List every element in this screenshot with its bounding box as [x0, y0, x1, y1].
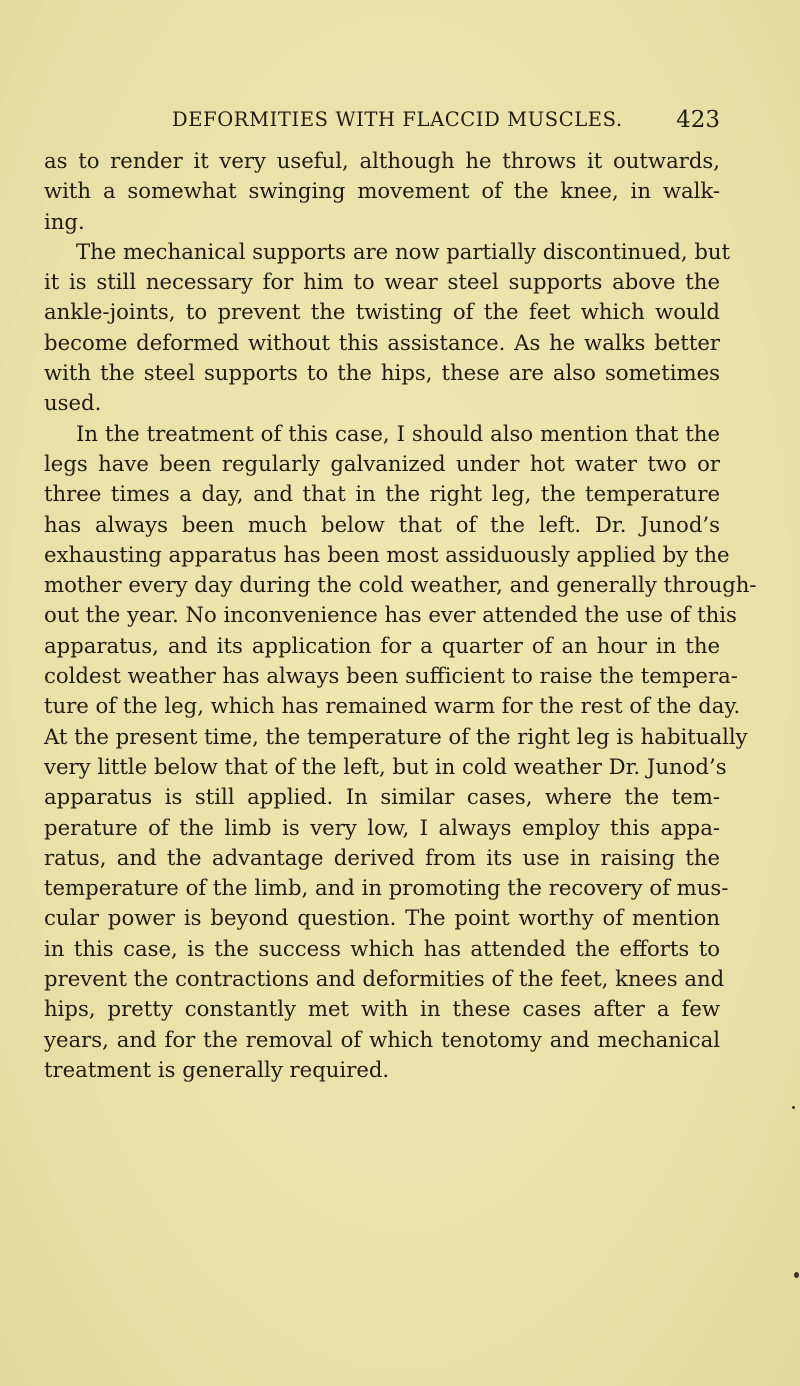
text-line: out the year. No inconvenience has ever attended the use of this: [44, 602, 737, 628]
text-line: In the treatment of this case, I should also mention that the: [76, 420, 720, 446]
text-line: The mechanical supports are now partially discontinued, but: [76, 238, 731, 264]
text-line: ratus, and the advantage derived from its use in raising the: [44, 844, 720, 870]
text-line: mother every day during the cold weather, and generally through-: [44, 572, 757, 598]
text-line: three times a day, and that in the right leg, the temperature: [44, 481, 720, 507]
paper-speck: [792, 1106, 795, 1109]
text-line: used.: [44, 390, 102, 416]
text-line: with the steel supports to the hips, these are also sometimes: [44, 360, 720, 386]
text-line: prevent the contractions and deformities of the feet, knees and: [44, 966, 725, 992]
text-line: has always been much below that of the left. Dr. Junod’s: [44, 511, 720, 537]
text-line: temperature of the limb, and in promoting the recovery of mus-: [44, 875, 729, 901]
text-line: cular power is beyond question. The point worthy of mention: [44, 905, 720, 931]
text-line: perature of the limb is very low, I always employ this appa-: [44, 814, 720, 840]
text-line: legs have been regularly galvanized under hot water two or: [44, 450, 720, 476]
text-line: it is still necessary for him to wear steel supports above the: [44, 269, 720, 295]
text-line: treatment is generally required.: [44, 1056, 390, 1082]
text-line: ankle-joints, to prevent the twisting of the feet which would: [44, 299, 720, 325]
text-line: become deformed without this assistance. As he walks better: [44, 329, 720, 355]
text-line: At the present time, the temperature of the right leg is habitually: [44, 723, 748, 749]
text-line: in this case, is the success which has attended the efforts to: [44, 935, 720, 961]
running-head: [172, 104, 720, 136]
paper-speck: [794, 1272, 799, 1278]
text-line: apparatus is still applied. In similar cases, where the tem-: [44, 784, 720, 810]
text-line: years, and for the removal of which tenotomy and mechanical: [44, 1026, 720, 1052]
text-line: exhausting apparatus has been most assiduously applied by the: [44, 541, 730, 567]
text-line: coldest weather has always been sufficient to raise the tempera-: [44, 663, 738, 689]
body-text: [44, 146, 757, 1085]
text-line: ing.: [44, 208, 85, 234]
running-title: DEFORMITIES WITH FLACCID MUSCLES.: [172, 108, 623, 131]
text-line: ture of the leg, which has remained warm for the rest of the day.: [44, 693, 741, 719]
text-line: very little below that of the left, but in cold weather Dr. Junod’s: [44, 753, 727, 779]
text-line: hips, pretty constantly met with in these cases after a few: [44, 996, 720, 1022]
text-line: with a somewhat swinging movement of the knee, in walk-: [44, 178, 720, 204]
page-number: 423: [676, 107, 720, 133]
text-line: as to render it very useful, although he throws it outwards,: [44, 148, 720, 173]
text-line: apparatus, and its application for a quarter of an hour in the: [44, 632, 720, 658]
